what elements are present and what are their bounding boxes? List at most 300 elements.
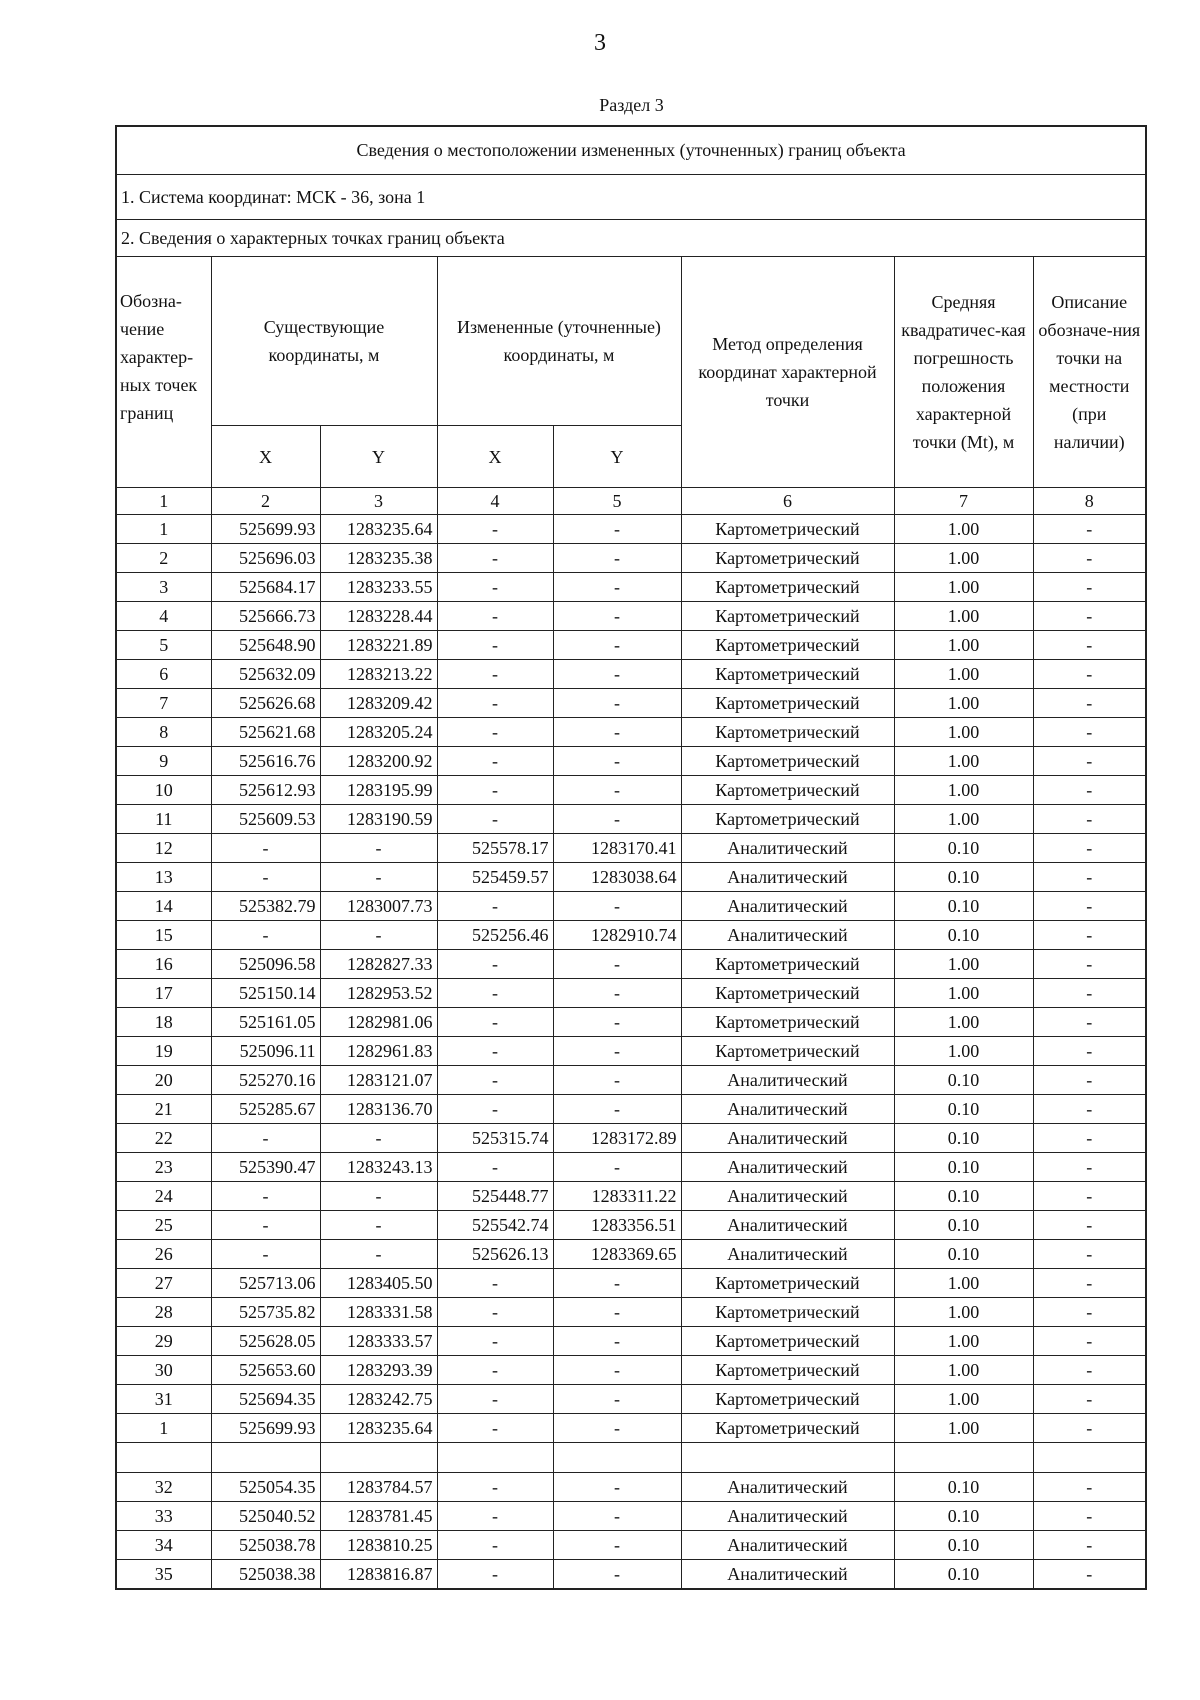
table-row — [116, 1066, 1146, 1095]
cell-point-id: 22 — [116, 1124, 211, 1153]
cell-method: Аналитический — [681, 834, 894, 863]
cell-existing-x: 525666.73 — [211, 602, 320, 631]
cell-existing-x: 525038.78 — [211, 1531, 320, 1560]
cell-changed-x: - — [437, 892, 553, 921]
cell-description: - — [1033, 1298, 1146, 1327]
header-existing-y: Y — [320, 426, 437, 488]
cell-changed-x: - — [437, 1385, 553, 1414]
cell-changed-y: - — [553, 1037, 681, 1066]
cell-existing-x: 525713.06 — [211, 1269, 320, 1298]
cell-existing-y: 1283190.59 — [320, 805, 437, 834]
cell-existing-x: 525285.67 — [211, 1095, 320, 1124]
cell-changed-x: - — [437, 1414, 553, 1443]
table-row — [116, 1327, 1146, 1356]
cell-existing-y: - — [320, 921, 437, 950]
header-changed-x: X — [437, 426, 553, 488]
table-row — [116, 631, 1146, 660]
table-row — [116, 1153, 1146, 1182]
cell-changed-x: - — [437, 1269, 553, 1298]
table-row — [116, 1211, 1146, 1240]
cell-point-id: 15 — [116, 921, 211, 950]
cell-accuracy: 1.00 — [894, 718, 1033, 747]
table-row — [116, 689, 1146, 718]
cell-changed-x: - — [437, 689, 553, 718]
cell-existing-x: - — [211, 921, 320, 950]
cell-accuracy: 0.10 — [894, 1473, 1033, 1502]
cell-existing-x: - — [211, 1124, 320, 1153]
column-number: 8 — [1033, 488, 1146, 515]
cell-accuracy: 1.00 — [894, 631, 1033, 660]
cell-description: - — [1033, 1037, 1146, 1066]
cell-accuracy — [894, 1443, 1033, 1473]
cell-existing-y: 1283136.70 — [320, 1095, 437, 1124]
cell-point-id: 13 — [116, 863, 211, 892]
cell-changed-x: 525542.74 — [437, 1211, 553, 1240]
cell-description: - — [1033, 1153, 1146, 1182]
cell-existing-y: 1283784.57 — [320, 1473, 437, 1502]
cell-existing-y: - — [320, 863, 437, 892]
cell-existing-x: - — [211, 834, 320, 863]
cell-changed-x: - — [437, 805, 553, 834]
cell-point-id: 5 — [116, 631, 211, 660]
cell-method: Картометрический — [681, 1414, 894, 1443]
cell-accuracy: 0.10 — [894, 1095, 1033, 1124]
cell-changed-x: - — [437, 1502, 553, 1531]
cell-existing-x: - — [211, 863, 320, 892]
cell-existing-y: 1282961.83 — [320, 1037, 437, 1066]
cell-method: Картометрический — [681, 718, 894, 747]
cell-description: - — [1033, 602, 1146, 631]
cell-description: - — [1033, 515, 1146, 544]
cell-changed-y: - — [553, 1066, 681, 1095]
cell-accuracy: 0.10 — [894, 1153, 1033, 1182]
cell-description: - — [1033, 1385, 1146, 1414]
column-number: 3 — [320, 488, 437, 515]
table-row — [116, 1008, 1146, 1037]
cell-description: - — [1033, 892, 1146, 921]
cell-accuracy: 1.00 — [894, 573, 1033, 602]
cell-point-id: 23 — [116, 1153, 211, 1182]
header-existing-x: X — [211, 426, 320, 488]
column-number: 6 — [681, 488, 894, 515]
cell-changed-y: - — [553, 1269, 681, 1298]
cell-changed-x: - — [437, 718, 553, 747]
cell-description: - — [1033, 747, 1146, 776]
cell-accuracy: 1.00 — [894, 950, 1033, 979]
cell-accuracy: 1.00 — [894, 979, 1033, 1008]
coordinate-system: 1. Система координат: МСК - 36, зона 1 — [116, 175, 1146, 220]
cell-changed-x: - — [437, 544, 553, 573]
cell-accuracy: 1.00 — [894, 1385, 1033, 1414]
cell-method: Картометрический — [681, 689, 894, 718]
cell-method: Картометрический — [681, 1037, 894, 1066]
cell-description: - — [1033, 1531, 1146, 1560]
cell-accuracy: 1.00 — [894, 1037, 1033, 1066]
cell-method: Аналитический — [681, 1095, 894, 1124]
cell-accuracy: 0.10 — [894, 921, 1033, 950]
cell-description: - — [1033, 573, 1146, 602]
table-row — [116, 1356, 1146, 1385]
header-existing-coords: Существующие координаты, м — [211, 257, 437, 426]
header-designation: Обозна-чение характер-ных точек границ — [116, 257, 211, 488]
cell-changed-x: - — [437, 1327, 553, 1356]
cell-description: - — [1033, 1066, 1146, 1095]
table-row — [116, 515, 1146, 544]
cell-changed-x: - — [437, 1066, 553, 1095]
cell-method: Аналитический — [681, 1240, 894, 1269]
cell-method: Картометрический — [681, 1298, 894, 1327]
cell-existing-y: - — [320, 1124, 437, 1153]
header-changed-coords: Измененные (уточненные) координаты, м — [437, 257, 681, 426]
cell-method: Картометрический — [681, 1269, 894, 1298]
cell-description: - — [1033, 1560, 1146, 1590]
cell-existing-y: 1283235.64 — [320, 1414, 437, 1443]
cell-existing-x: 525653.60 — [211, 1356, 320, 1385]
cell-method: Картометрический — [681, 805, 894, 834]
cell-method: Аналитический — [681, 1124, 894, 1153]
cell-changed-x: 525626.13 — [437, 1240, 553, 1269]
table-row — [116, 718, 1146, 747]
cell-method: Картометрический — [681, 747, 894, 776]
cell-existing-y: 1283195.99 — [320, 776, 437, 805]
table-row — [116, 1385, 1146, 1414]
cell-method: Картометрический — [681, 1327, 894, 1356]
table-row — [116, 1240, 1146, 1269]
cell-method: Аналитический — [681, 863, 894, 892]
section-label: Раздел 3 — [599, 95, 664, 115]
cell-description: - — [1033, 1240, 1146, 1269]
cell-method: Аналитический — [681, 1531, 894, 1560]
table-row — [116, 1502, 1146, 1531]
cell-point-id: 26 — [116, 1240, 211, 1269]
cell-accuracy: 1.00 — [894, 544, 1033, 573]
cell-changed-x: - — [437, 515, 553, 544]
cell-changed-y: - — [553, 718, 681, 747]
table-row — [116, 834, 1146, 863]
cell-existing-x: 525628.05 — [211, 1327, 320, 1356]
cell-description: - — [1033, 1182, 1146, 1211]
cell-method: Картометрический — [681, 602, 894, 631]
cell-point-id: 11 — [116, 805, 211, 834]
cell-description: - — [1033, 950, 1146, 979]
cell-changed-y: - — [553, 1298, 681, 1327]
cell-existing-y: 1283331.58 — [320, 1298, 437, 1327]
cell-point-id: 28 — [116, 1298, 211, 1327]
cell-existing-x: - — [211, 1211, 320, 1240]
cell-existing-x: - — [211, 1240, 320, 1269]
cell-method — [681, 1443, 894, 1473]
cell-changed-x: - — [437, 1298, 553, 1327]
cell-existing-x: 525626.68 — [211, 689, 320, 718]
column-number: 7 — [894, 488, 1033, 515]
column-number-row — [116, 488, 1146, 515]
cell-description: - — [1033, 921, 1146, 950]
cell-existing-x: 525390.47 — [211, 1153, 320, 1182]
cell-accuracy: 1.00 — [894, 1008, 1033, 1037]
cell-accuracy: 0.10 — [894, 892, 1033, 921]
cell-point-id: 12 — [116, 834, 211, 863]
cell-existing-y: 1283781.45 — [320, 1502, 437, 1531]
cell-existing-y: 1283810.25 — [320, 1531, 437, 1560]
cell-changed-y: - — [553, 1008, 681, 1037]
cell-point-id: 19 — [116, 1037, 211, 1066]
cell-accuracy: 0.10 — [894, 1211, 1033, 1240]
table-row — [116, 660, 1146, 689]
cell-existing-y: 1283221.89 — [320, 631, 437, 660]
cell-accuracy: 0.10 — [894, 1560, 1033, 1590]
cell-accuracy: 1.00 — [894, 776, 1033, 805]
cell-accuracy: 1.00 — [894, 515, 1033, 544]
cell-point-id: 16 — [116, 950, 211, 979]
cell-accuracy: 1.00 — [894, 1298, 1033, 1327]
table-row — [116, 602, 1146, 631]
cell-method: Аналитический — [681, 1153, 894, 1182]
cell-description: - — [1033, 660, 1146, 689]
cell-description: - — [1033, 1211, 1146, 1240]
cell-existing-y: 1282827.33 — [320, 950, 437, 979]
cell-method: Картометрический — [681, 573, 894, 602]
cell-changed-x: - — [437, 950, 553, 979]
cell-point-id: 24 — [116, 1182, 211, 1211]
cell-description: - — [1033, 1008, 1146, 1037]
cell-accuracy: 1.00 — [894, 1269, 1033, 1298]
cell-existing-y: 1283233.55 — [320, 573, 437, 602]
cell-existing-y: 1283007.73 — [320, 892, 437, 921]
cell-changed-y: - — [553, 747, 681, 776]
cell-changed-x: - — [437, 631, 553, 660]
cell-method: Аналитический — [681, 1182, 894, 1211]
column-number: 4 — [437, 488, 553, 515]
cell-changed-y: - — [553, 1095, 681, 1124]
cell-point-id: 17 — [116, 979, 211, 1008]
cell-changed-x: - — [437, 1095, 553, 1124]
boundary-points-table — [115, 125, 1147, 1590]
cell-changed-y: - — [553, 1153, 681, 1182]
cell-point-id: 8 — [116, 718, 211, 747]
cell-point-id: 32 — [116, 1473, 211, 1502]
cell-existing-x: 525038.38 — [211, 1560, 320, 1590]
cell-changed-x: 525578.17 — [437, 834, 553, 863]
cell-existing-x: 525621.68 — [211, 718, 320, 747]
table-row — [116, 892, 1146, 921]
cell-point-id: 31 — [116, 1385, 211, 1414]
cell-changed-y: 1283369.65 — [553, 1240, 681, 1269]
cell-existing-x: 525609.53 — [211, 805, 320, 834]
page-number: 3 — [594, 30, 606, 56]
cell-existing-x: 525616.76 — [211, 747, 320, 776]
cell-existing-x: 525150.14 — [211, 979, 320, 1008]
cell-accuracy: 0.10 — [894, 1502, 1033, 1531]
cell-changed-x: - — [437, 1153, 553, 1182]
cell-point-id: 33 — [116, 1502, 211, 1531]
cell-description: - — [1033, 1095, 1146, 1124]
cell-changed-x: - — [437, 1473, 553, 1502]
cell-changed-x: 525459.57 — [437, 863, 553, 892]
cell-description: - — [1033, 1414, 1146, 1443]
cell-point-id: 10 — [116, 776, 211, 805]
table-row — [116, 805, 1146, 834]
header-method: Метод определения координат характерной точки — [681, 257, 894, 488]
cell-description — [1033, 1443, 1146, 1473]
cell-existing-x: 525699.93 — [211, 515, 320, 544]
column-number: 2 — [211, 488, 320, 515]
cell-point-id: 21 — [116, 1095, 211, 1124]
cell-description: - — [1033, 863, 1146, 892]
cell-changed-x: - — [437, 1356, 553, 1385]
cell-changed-y: - — [553, 1531, 681, 1560]
cell-existing-x: 525684.17 — [211, 573, 320, 602]
cell-point-id: 27 — [116, 1269, 211, 1298]
cell-existing-y: 1282953.52 — [320, 979, 437, 1008]
cell-existing-x: - — [211, 1182, 320, 1211]
cell-method: Аналитический — [681, 921, 894, 950]
cell-accuracy: 1.00 — [894, 602, 1033, 631]
cell-method: Аналитический — [681, 1211, 894, 1240]
table-row — [116, 1298, 1146, 1327]
cell-accuracy: 0.10 — [894, 1124, 1033, 1153]
cell-existing-x: 525699.93 — [211, 1414, 320, 1443]
cell-method: Аналитический — [681, 1473, 894, 1502]
cell-method: Аналитический — [681, 1560, 894, 1590]
cell-existing-y: 1282981.06 — [320, 1008, 437, 1037]
cell-changed-y: 1283170.41 — [553, 834, 681, 863]
cell-point-id: 1 — [116, 515, 211, 544]
cell-accuracy: 1.00 — [894, 689, 1033, 718]
cell-changed-y: - — [553, 1385, 681, 1414]
table-row — [116, 747, 1146, 776]
cell-existing-x: 525382.79 — [211, 892, 320, 921]
cell-description: - — [1033, 979, 1146, 1008]
cell-changed-x: - — [437, 979, 553, 1008]
table-row — [116, 1443, 1146, 1473]
cell-point-id: 34 — [116, 1531, 211, 1560]
cell-changed-x: 525256.46 — [437, 921, 553, 950]
cell-changed-y: 1282910.74 — [553, 921, 681, 950]
cell-existing-x: 525096.58 — [211, 950, 320, 979]
cell-point-id: 25 — [116, 1211, 211, 1240]
cell-method: Картометрический — [681, 631, 894, 660]
cell-description: - — [1033, 834, 1146, 863]
cell-changed-y: - — [553, 660, 681, 689]
cell-changed-x: - — [437, 573, 553, 602]
cell-description: - — [1033, 1502, 1146, 1531]
cell-accuracy: 1.00 — [894, 1414, 1033, 1443]
cell-existing-x: 525694.35 — [211, 1385, 320, 1414]
cell-existing-x: 525270.16 — [211, 1066, 320, 1095]
cell-changed-x: - — [437, 747, 553, 776]
cell-existing-y: 1283333.57 — [320, 1327, 437, 1356]
cell-existing-y: 1283209.42 — [320, 689, 437, 718]
cell-changed-y: - — [553, 776, 681, 805]
cell-description: - — [1033, 631, 1146, 660]
table-row — [116, 1269, 1146, 1298]
table-row — [116, 1531, 1146, 1560]
cell-existing-y: 1283213.22 — [320, 660, 437, 689]
cell-changed-y: - — [553, 892, 681, 921]
cell-changed-y: - — [553, 1414, 681, 1443]
cell-changed-x: - — [437, 1008, 553, 1037]
cell-accuracy: 0.10 — [894, 863, 1033, 892]
cell-changed-y: 1283311.22 — [553, 1182, 681, 1211]
cell-existing-y — [320, 1443, 437, 1473]
cell-existing-x: 525096.11 — [211, 1037, 320, 1066]
cell-changed-y: - — [553, 602, 681, 631]
cell-existing-x: 525054.35 — [211, 1473, 320, 1502]
cell-changed-y: - — [553, 544, 681, 573]
cell-existing-y: 1283293.39 — [320, 1356, 437, 1385]
cell-existing-x: 525735.82 — [211, 1298, 320, 1327]
cell-changed-y: - — [553, 631, 681, 660]
table-row — [116, 1560, 1146, 1590]
cell-description: - — [1033, 544, 1146, 573]
cell-existing-x: 525696.03 — [211, 544, 320, 573]
cell-point-id: 7 — [116, 689, 211, 718]
cell-changed-y: 1283038.64 — [553, 863, 681, 892]
cell-accuracy: 0.10 — [894, 1531, 1033, 1560]
cell-point-id — [116, 1443, 211, 1473]
cell-method: Аналитический — [681, 892, 894, 921]
table-row — [116, 1037, 1146, 1066]
table-row — [116, 1414, 1146, 1443]
cell-point-id: 6 — [116, 660, 211, 689]
table-row — [116, 1095, 1146, 1124]
points-heading: 2. Сведения о характерных точках границ объекта — [116, 220, 1146, 257]
cell-changed-y: - — [553, 950, 681, 979]
cell-changed-y: - — [553, 1560, 681, 1590]
cell-description: - — [1033, 1269, 1146, 1298]
cell-point-id: 18 — [116, 1008, 211, 1037]
cell-accuracy: 0.10 — [894, 1066, 1033, 1095]
cell-changed-y: - — [553, 1356, 681, 1385]
cell-description: - — [1033, 718, 1146, 747]
cell-method: Картометрический — [681, 1385, 894, 1414]
cell-accuracy: 1.00 — [894, 805, 1033, 834]
cell-accuracy: 1.00 — [894, 747, 1033, 776]
cell-existing-y: - — [320, 1182, 437, 1211]
cell-point-id: 9 — [116, 747, 211, 776]
cell-existing-x: 525612.93 — [211, 776, 320, 805]
cell-existing-y: 1283235.64 — [320, 515, 437, 544]
cell-existing-x: 525161.05 — [211, 1008, 320, 1037]
cell-accuracy: 0.10 — [894, 1240, 1033, 1269]
cell-changed-y: - — [553, 689, 681, 718]
cell-method: Аналитический — [681, 1502, 894, 1531]
column-number: 5 — [553, 488, 681, 515]
cell-changed-x: - — [437, 602, 553, 631]
cell-method: Картометрический — [681, 544, 894, 573]
cell-existing-y: 1283205.24 — [320, 718, 437, 747]
cell-existing-y: 1283121.07 — [320, 1066, 437, 1095]
cell-existing-y: 1283200.92 — [320, 747, 437, 776]
cell-changed-x — [437, 1443, 553, 1473]
table-row — [116, 921, 1146, 950]
cell-method: Картометрический — [681, 776, 894, 805]
cell-existing-x: 525040.52 — [211, 1502, 320, 1531]
cell-description: - — [1033, 1327, 1146, 1356]
cell-method: Картометрический — [681, 950, 894, 979]
cell-description: - — [1033, 1473, 1146, 1502]
cell-method: Картометрический — [681, 1356, 894, 1385]
cell-point-id: 3 — [116, 573, 211, 602]
cell-point-id: 2 — [116, 544, 211, 573]
cell-changed-y: - — [553, 1327, 681, 1356]
cell-description: - — [1033, 1124, 1146, 1153]
table-row — [116, 1182, 1146, 1211]
cell-existing-y: - — [320, 1211, 437, 1240]
table-row — [116, 1473, 1146, 1502]
cell-changed-y: - — [553, 1502, 681, 1531]
cell-existing-y: 1283243.13 — [320, 1153, 437, 1182]
